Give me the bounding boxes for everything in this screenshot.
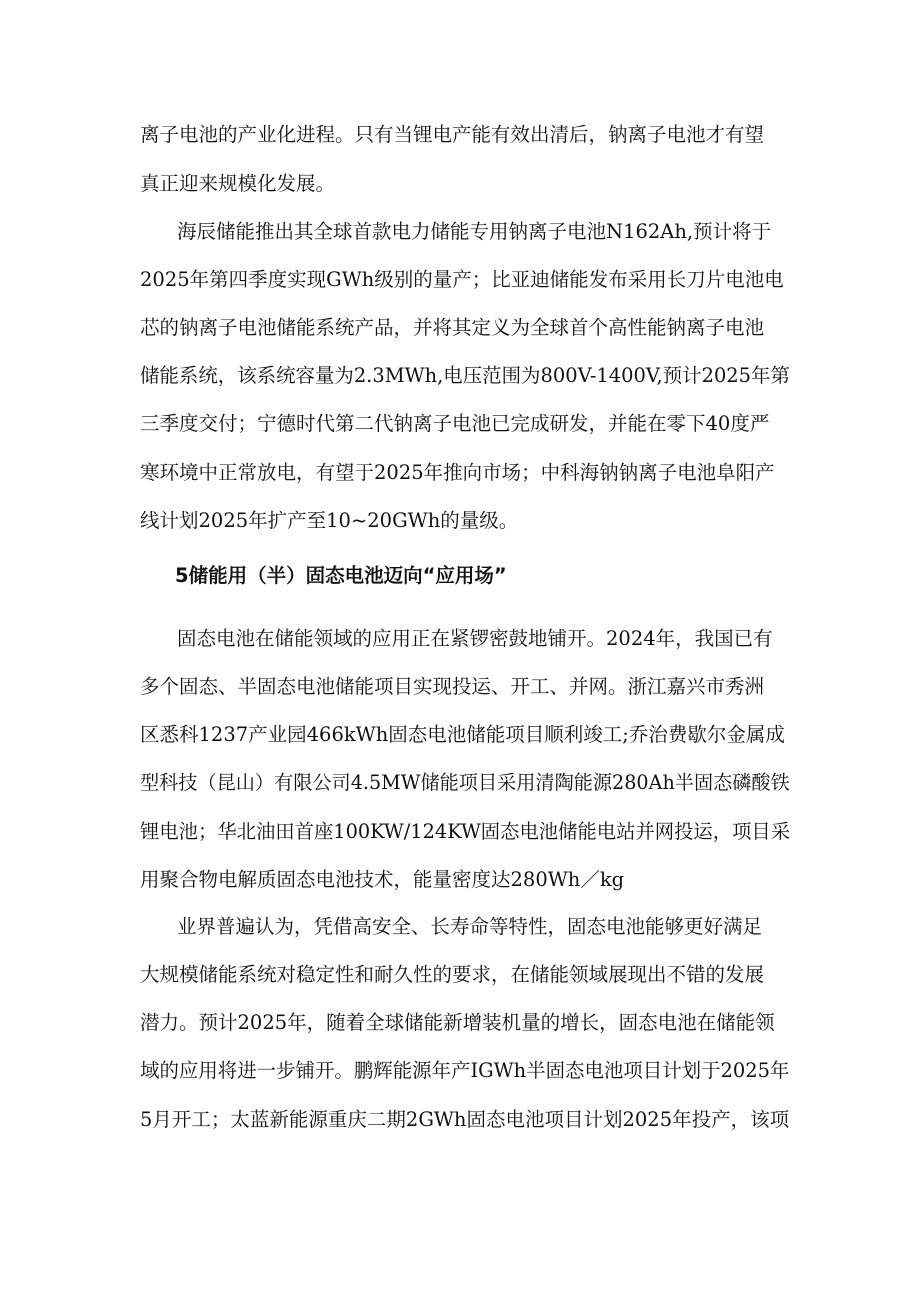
paragraph-2-line-5: 三季度交付；宁德时代第二代钠离子电池已完成研发，并能在零下40度严 xyxy=(140,412,770,435)
paragraph-3-line-6: 用聚合物电解质固态电池技术，能量密度达280Wh／kg xyxy=(140,868,625,891)
paragraph-2-line-2: 2025年第四季度实现GWh级别的量产；比亚迪储能发布采用长刀片电池电 xyxy=(140,268,784,291)
paragraph-2-line-3: 芯的钠离子电池储能系统产品，并将其定义为全球首个高性能钠离子电池 xyxy=(140,316,765,339)
paragraph-4-line-5: 5月开工；太蓝新能源重庆二期2GWh固态电池项目计划2025年投产，该项 xyxy=(140,1108,790,1131)
paragraph-3-line-1: 固态电池在储能领域的应用正在紧锣密鼓地铺开。2024年，我国已有 xyxy=(177,627,773,650)
paragraph-4-line-2: 大规模储能系统对稳定性和耐久性的要求，在储能领域展现出不错的发展 xyxy=(140,963,765,986)
paragraph-1-line-1: 离子电池的产业化进程。只有当锂电产能有效出清后，钠离子电池才有望 xyxy=(140,123,765,146)
paragraph-4-line-1: 业界普遍认为，凭借高安全、长寿命等特性，固态电池能够更好满足 xyxy=(177,915,763,938)
paragraph-4-line-3: 潜力。预计2025年，随着全球储能新增装机量的增长，固态电池在储能领 xyxy=(140,1011,775,1034)
paragraph-3-line-4: 型科技（昆山）有限公司4.5MW储能项目采用清陶能源280Ah半固态磷酸铁 xyxy=(140,771,790,794)
paragraph-2-line-4: 储能系统，该系统容量为2.3MWh,电压范围为800V-1400V,预计2025年第 xyxy=(140,364,790,387)
paragraph-2-line-1: 海辰储能推出其全球首款电力储能专用钠离子电池N162Ah,预计将于 xyxy=(177,220,772,243)
paragraph-2-line-6: 寒环境中正常放电，有望于2025年推向市场；中科海钠钠离子电池阜阳产 xyxy=(140,461,775,484)
section-heading: 5储能用（半）固态电池迈向“应用场” xyxy=(175,564,507,587)
paragraph-3-line-5: 锂电池；华北油田首座100KW/124KW固态电池储能电站并网投运，项目采 xyxy=(140,820,791,843)
paragraph-4-line-4: 域的应用将进一步铺开。鹏辉能源年产IGWh半固态电池项目计划于2025年 xyxy=(140,1059,790,1082)
paragraph-3-line-3: 区悉科1237产业园466kWh固态电池储能项目顺利竣工;乔治费歇尔金属成 xyxy=(140,723,785,746)
paragraph-3-line-2: 多个固态、半固态电池储能项目实现投运、开工、并网。浙江嘉兴市秀洲 xyxy=(140,675,765,698)
paragraph-1-line-2: 真正迎来规模化发展。 xyxy=(140,172,336,195)
paragraph-2-line-7: 线计划2025年扩产至10~20GWh的量级。 xyxy=(140,509,519,532)
